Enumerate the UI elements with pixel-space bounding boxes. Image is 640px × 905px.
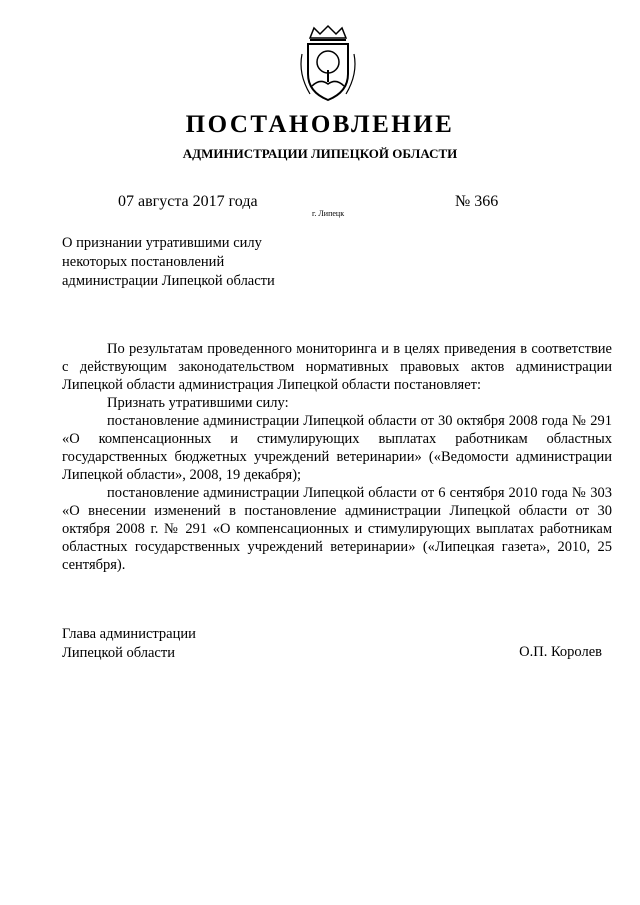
document-place: г. Липецк	[312, 209, 345, 218]
signatory-name: О.П. Королев	[519, 644, 602, 660]
signatory-position-line: Глава администрации	[62, 626, 196, 642]
body-paragraph: постановление администрации Липецкой области от 6 сентября 2010 года № 303 «О внесении изменений в постановление администрации Липецкой области от 30 октября 2008 г. № 291 «О компенсационных и стимулирующих выплатах работникам областных государственных учреждений ветеринарии» («Липецкая газета», 2010, 25 сентября).	[62, 485, 612, 573]
signatory-position	[62, 625, 196, 663]
subject-line: О признании утратившими силу	[62, 235, 262, 251]
subject-line: некоторых постановлений	[62, 254, 225, 270]
document-title: ПОСТАНОВЛЕНИЕ	[185, 111, 455, 138]
signatory-position-line: Липецкой области	[62, 645, 175, 661]
body-paragraph: постановление администрации Липецкой области от 30 октября 2008 года № 291 «О компенсационных и стимулирующих выплатах работникам областных государственных бюджетных учреждений ветеринарии» («Ведомости администрации Липецкой области», 2008, 19 декабря);	[62, 413, 612, 483]
document-body	[62, 340, 612, 574]
subject-line: администрации Липецкой области	[62, 273, 275, 289]
body-paragraph: По результатам проведенного мониторинга и в целях приведения в соответствие с действующим законодательством нормативных правовых актов администрации Липецкой области администрация Липецкой области постановляет:	[62, 341, 612, 393]
document-date: 07 августа 2017 года	[118, 193, 258, 210]
document-number: № 366	[455, 193, 499, 210]
lipetsk-oblast-coat-of-arms-icon	[296, 24, 360, 104]
document-subject	[62, 234, 322, 291]
issuing-authority: АДМИНИСТРАЦИИ ЛИПЕЦКОЙ ОБЛАСТИ	[182, 146, 458, 161]
body-paragraph: Признать утратившими силу:	[107, 395, 289, 411]
